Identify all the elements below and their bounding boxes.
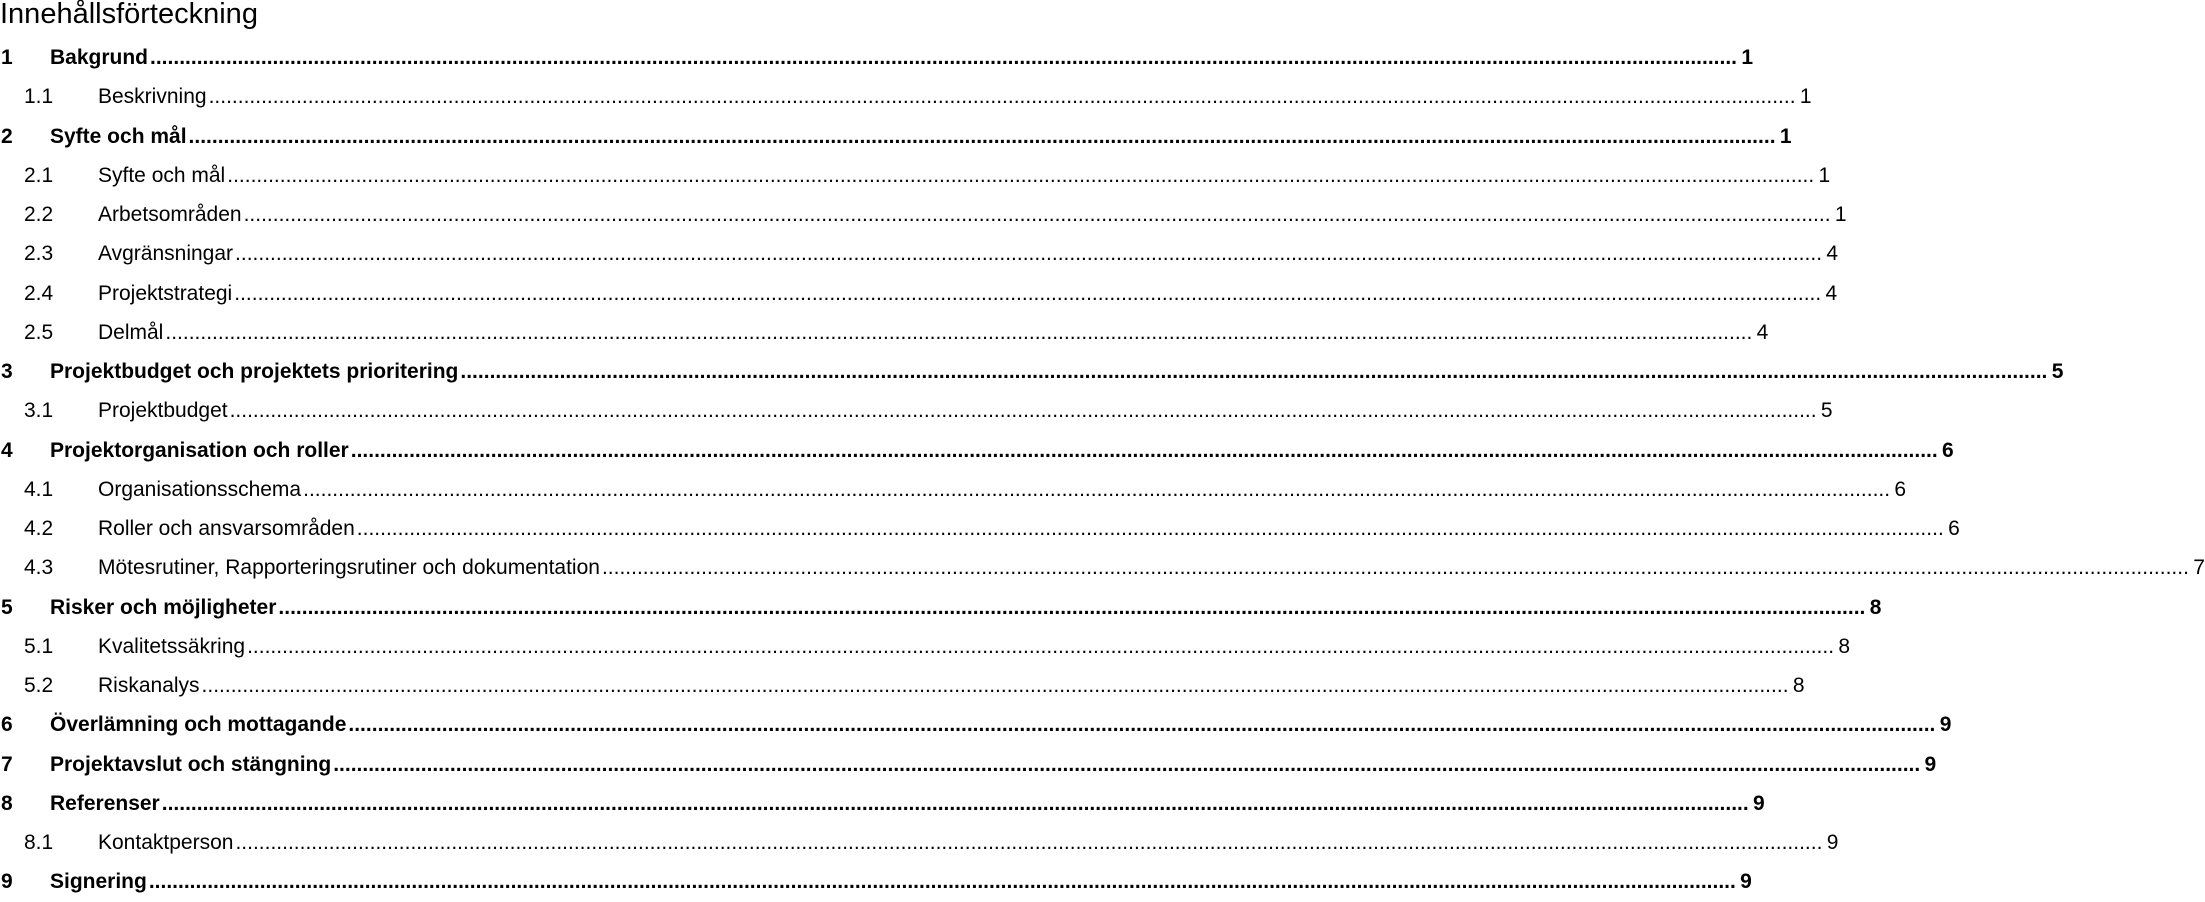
toc-entry-page: 4 bbox=[1825, 281, 1838, 305]
toc-entry-label: Överlämning och mottagande bbox=[50, 713, 347, 737]
toc-entry[interactable] bbox=[0, 862, 1752, 901]
toc-entry[interactable] bbox=[0, 470, 1907, 509]
toc-entry-number: 4.3 bbox=[24, 556, 54, 580]
toc-entry-number: 2.4 bbox=[24, 281, 54, 305]
toc-entry-number: 6 bbox=[1, 713, 13, 737]
toc-entry[interactable] bbox=[0, 745, 1937, 784]
toc-entry[interactable] bbox=[0, 352, 2064, 391]
toc-entry-label: Organisationsschema bbox=[98, 477, 302, 501]
toc-entry-page: 1 bbox=[1741, 46, 1753, 69]
toc-entry[interactable] bbox=[0, 234, 1839, 273]
toc-entry-number: 2 bbox=[1, 124, 13, 148]
toc-entry-label: Riskanalys bbox=[98, 674, 200, 697]
toc-entry-number: 5.1 bbox=[24, 634, 54, 658]
toc-entry[interactable] bbox=[0, 195, 1847, 234]
toc-entry-number: 3.1 bbox=[24, 399, 54, 423]
toc-entry-page: 1 bbox=[1818, 163, 1831, 187]
toc-leader-dots bbox=[303, 470, 1890, 509]
toc-entry-label: Referenser bbox=[50, 791, 160, 815]
toc-entry-number: 5.2 bbox=[24, 674, 54, 697]
toc-entry-number: 2.1 bbox=[24, 163, 54, 187]
toc-entry-page: 6 bbox=[1894, 477, 1907, 501]
toc-entry-page: 4 bbox=[1756, 320, 1769, 344]
toc-leader-dots bbox=[357, 509, 1944, 548]
toc-leader-dots bbox=[150, 38, 1737, 77]
toc-entry-page: 6 bbox=[1942, 438, 1954, 462]
toc-entry-number: 8 bbox=[1, 791, 13, 815]
toc-leader-dots bbox=[202, 666, 1789, 705]
toc-leader-dots bbox=[209, 77, 1796, 116]
toc-entry-label: Projektavslut och stängning bbox=[50, 752, 332, 776]
toc-leader-dots bbox=[149, 862, 1736, 901]
toc-entry-label: Projektstrategi bbox=[98, 281, 233, 305]
toc-entry-label: Projektorganisation och roller bbox=[50, 438, 349, 462]
toc-entry-label: Projektbudget bbox=[98, 399, 228, 423]
toc-entry[interactable] bbox=[0, 313, 1769, 352]
toc-leader-dots bbox=[235, 823, 1822, 862]
toc-entry-label: Arbetsområden bbox=[98, 203, 242, 226]
toc-leader-dots bbox=[351, 431, 1938, 470]
toc-entry-number: 1.1 bbox=[24, 85, 54, 109]
toc-entry-page: 9 bbox=[1939, 713, 1952, 737]
toc-entry-number: 2.3 bbox=[24, 242, 54, 266]
toc-leader-dots bbox=[247, 627, 1834, 666]
toc-entry-page: 9 bbox=[1826, 831, 1839, 854]
toc-entry[interactable] bbox=[0, 117, 1792, 156]
toc-leader-dots bbox=[278, 588, 1865, 627]
toc-leader-dots bbox=[348, 705, 1935, 744]
toc-entry[interactable] bbox=[0, 627, 1851, 666]
toc-entry-label: Projektbudget och projektets prioritering bbox=[50, 360, 459, 383]
toc-leader-dots bbox=[333, 745, 1920, 784]
toc-entry-page: 5 bbox=[2051, 360, 2064, 383]
toc-entry[interactable] bbox=[0, 274, 1838, 313]
toc-entry-label: Syfte och mål bbox=[98, 163, 226, 187]
toc-entry-page: 1 bbox=[1834, 203, 1847, 226]
toc-entry[interactable] bbox=[0, 77, 1812, 116]
toc-entry-label: Roller och ansvarsområden bbox=[98, 517, 355, 540]
toc-entry-page: 9 bbox=[1740, 870, 1752, 894]
toc-entry-number: 4 bbox=[1, 438, 13, 462]
toc-entry-label: Bakgrund bbox=[50, 46, 149, 69]
toc-entry-number: 3 bbox=[1, 360, 13, 383]
toc-entry-number: 2.5 bbox=[24, 320, 54, 344]
toc-leader-dots bbox=[460, 352, 2047, 391]
toc-entry-label: Signering bbox=[50, 870, 147, 894]
toc-entry-number: 7 bbox=[1, 752, 13, 776]
toc-entry-label: Risker och möjligheter bbox=[50, 595, 277, 619]
toc-entry-page: 7 bbox=[2193, 556, 2205, 580]
toc-entry[interactable] bbox=[0, 784, 1765, 823]
toc-entry[interactable] bbox=[0, 38, 1753, 77]
toc-entry-page: 1 bbox=[1799, 85, 1812, 109]
toc-leader-dots bbox=[189, 117, 1776, 156]
toc-entry-number: 9 bbox=[1, 870, 13, 894]
toc-entry[interactable] bbox=[0, 666, 1805, 705]
toc-entry[interactable] bbox=[0, 509, 1960, 548]
toc-entry[interactable] bbox=[0, 588, 1882, 627]
toc-leader-dots bbox=[235, 234, 1822, 273]
toc-entry-page: 8 bbox=[1838, 634, 1851, 658]
toc-entry-label: Kvalitetssäkring bbox=[98, 634, 246, 658]
toc-entry[interactable] bbox=[0, 156, 1831, 195]
toc-entry-number: 4.1 bbox=[24, 477, 54, 501]
toc-leader-dots bbox=[227, 156, 1814, 195]
toc-entry-page: 5 bbox=[1820, 399, 1833, 423]
toc-entry-number: 2.2 bbox=[24, 203, 54, 226]
toc-entry-page: 9 bbox=[1753, 791, 1765, 815]
toc-leader-dots bbox=[234, 274, 1821, 313]
toc-entry-page: 9 bbox=[1924, 752, 1937, 776]
toc-entry-number: 4.2 bbox=[24, 517, 54, 540]
toc-leader-dots bbox=[230, 391, 1817, 430]
toc-entry[interactable] bbox=[0, 705, 1952, 744]
toc-entry-page: 8 bbox=[1792, 674, 1805, 697]
toc-leader-dots bbox=[162, 784, 1749, 823]
toc-entry-label: Syfte och mål bbox=[50, 124, 187, 148]
toc-entry-label: Delmål bbox=[98, 320, 164, 344]
toc-entry-label: Avgränsningar bbox=[98, 242, 234, 266]
toc-entry-number: 1 bbox=[1, 46, 13, 69]
toc-entry[interactable] bbox=[0, 391, 1833, 430]
toc-entry-page: 6 bbox=[1948, 517, 1960, 540]
toc-entry-label: Mötesrutiner, Rapporteringsrutiner och dokumentation bbox=[98, 556, 600, 580]
toc-entry-number: 8.1 bbox=[24, 831, 54, 854]
toc-entry-label: Beskrivning bbox=[98, 85, 207, 109]
toc-entry[interactable] bbox=[0, 823, 1839, 862]
toc-title: Innehållsförteckning bbox=[0, 0, 258, 30]
toc-list bbox=[0, 38, 2205, 902]
toc-entry-page: 4 bbox=[1826, 242, 1839, 266]
toc-entry-page: 1 bbox=[1779, 124, 1792, 148]
toc-entry[interactable] bbox=[0, 431, 1954, 470]
toc-entry-number: 5 bbox=[1, 595, 13, 619]
toc-entry[interactable] bbox=[0, 548, 2205, 587]
toc-leader-dots bbox=[244, 195, 1831, 234]
toc-leader-dots bbox=[165, 313, 1752, 352]
toc-leader-dots bbox=[602, 548, 2189, 587]
toc-entry-page: 8 bbox=[1869, 595, 1882, 619]
toc-entry-label: Kontaktperson bbox=[98, 831, 234, 854]
